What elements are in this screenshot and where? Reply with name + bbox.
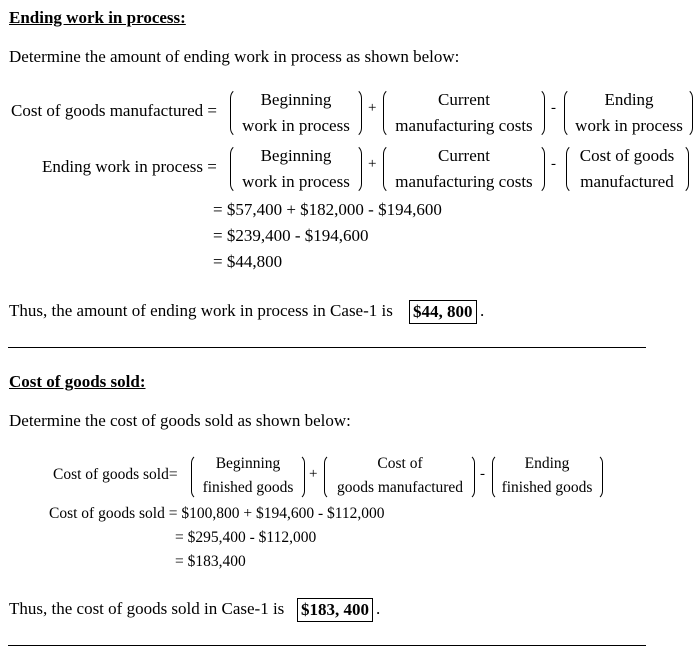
cogs-conclusion [9, 599, 284, 619]
wip-step-2: = $239,400 - $194,600 [213, 226, 369, 245]
term-line: finished goods [501, 479, 593, 496]
term-line: manufacturing costs [395, 172, 533, 191]
term-line: Beginning [215, 455, 281, 472]
term-line: work in process [575, 116, 683, 135]
formula1-label: Cost of goods manufactured = [11, 101, 217, 120]
term-line: Beginning [260, 146, 332, 165]
plus-operator: + [309, 466, 318, 482]
cogs-formula-label: Cost of goods sold= [53, 466, 178, 483]
term-line: goods manufactured [336, 479, 464, 496]
cogs-answer-box: $183, 400 [297, 598, 373, 622]
cogs-step-2: = $295,400 - $112,000 [175, 529, 317, 546]
minus-operator: - [551, 156, 556, 172]
cogs-step-3: = $183,400 [175, 553, 246, 570]
wip-intro: Determine the amount of ending work in process as shown below: [9, 47, 460, 66]
term-line: work in process [242, 172, 350, 191]
plus-operator: + [368, 156, 377, 172]
term-line: work in process [242, 116, 350, 135]
minus-operator: - [480, 466, 485, 482]
wip-conclusion-text: Thus, the amount of ending work in process in Case-1 is [9, 301, 393, 320]
minus-operator: - [551, 100, 556, 116]
wip-heading: Ending work in process: [9, 8, 186, 27]
term-line: Ending [524, 455, 570, 472]
term-line: Current [438, 90, 490, 109]
cogs-heading: Cost of goods sold: [9, 372, 146, 391]
term-line: Ending [604, 90, 654, 109]
wip-conclusion-period: . [480, 301, 485, 320]
term-line: manufactured [580, 172, 674, 191]
term-line: Beginning [260, 90, 332, 109]
term-line: Cost of goods [579, 146, 675, 165]
divider-2 [8, 645, 646, 646]
term-line: Current [438, 146, 490, 165]
term-line: finished goods [202, 479, 294, 496]
wip-conclusion [9, 301, 393, 321]
cogs-conclusion-period: . [376, 599, 381, 618]
term-line: manufacturing costs [395, 116, 533, 135]
plus-operator: + [368, 100, 377, 116]
wip-step-3: = $44,800 [213, 252, 283, 271]
wip-step-1: = $57,400 + $182,000 - $194,600 [213, 200, 442, 219]
cogs-step-1: Cost of goods sold = $100,800 + $194,600 - $112,000 [49, 505, 385, 522]
divider-1 [8, 347, 646, 348]
term-line: Cost of [377, 455, 423, 472]
cogs-conclusion-text: Thus, the cost of goods sold in Case-1 is [9, 599, 285, 618]
formula2-label: Ending work in process = [42, 157, 217, 176]
wip-answer-box: $44, 800 [409, 300, 477, 324]
cogs-intro: Determine the cost of goods sold as shown below: [9, 411, 351, 430]
